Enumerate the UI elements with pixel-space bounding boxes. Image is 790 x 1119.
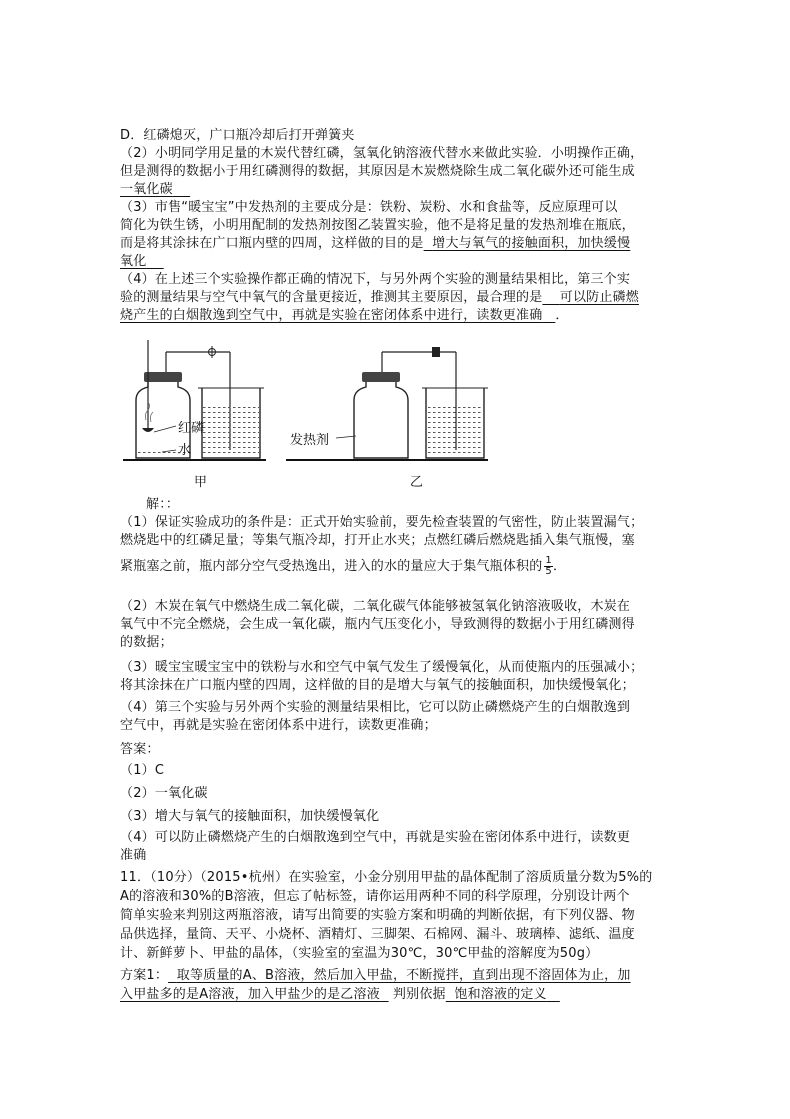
solution-4-line-1: （4）第三个实验与另外两个实验的测量结果相比，它可以防止磷燃烧产生的白烟散逸到 [120, 700, 631, 715]
caption-a: 甲 [194, 475, 208, 490]
label-phosphorus: 红磷 [178, 421, 205, 436]
question-2-line-2: 但是测得的数据小于用红磷测得的数据，其原因是木炭燃烧除生成二氧化碳外还可能生成 [120, 164, 635, 179]
question-3-line-2: 简化为铁生锈，小明用配制的发热剂按图乙装置实验，他不是将足量的发热剂堆在瓶底， [120, 218, 635, 233]
question-4-line-1: （4）在上述三个实验操作都正确的情况下，与另外两个实验的测量结果相比，第三个实 [120, 272, 631, 287]
question-4-line-2: 验的测量结果与空气中氧气的含量更接近，推测其主要原因，最合理的是 可以防止磷燃 [120, 290, 639, 305]
solution-1-line-2: 燃烧匙中的红磷足量；等集气瓶冷却，打开止水夹；点燃红磷后燃烧匙插入集气瓶慢，塞 [120, 533, 635, 548]
question-11-line-3: 简单实验来判别这两瓶溶液，请写出简要的实验方案和明确的判断依据，有下列仪器、物 [120, 908, 635, 923]
scheme-1-line-2: 入甲盐多的是A溶液，加入甲盐少的是乙溶液 判别依据 饱和溶液的定义 [120, 987, 547, 1002]
scheme-1-line-1: 方案1： 取等质量的A、B溶液，然后加入甲盐，不断搅拌，直到出现不溶固体为止，加 [120, 968, 631, 983]
solution-1-line-1: （1）保证实验成功的条件是：正式开始实验前，要先检查装置的气密性，防止装置漏气； [120, 515, 644, 530]
option-d: D．红磷熄灭，广口瓶冷却后打开弹簧夹 [120, 128, 355, 143]
question-4-line-3: 烧产生的白烟散逸到空气中，再就是实验在密闭体系中进行，读数更准确 ． [120, 308, 569, 323]
answer-1: （1）C [120, 763, 165, 778]
solution-4-line-2: 空气中，再就是实验在密闭体系中进行，读数更准确； [120, 718, 437, 733]
answer-heading: 答案： [120, 742, 160, 757]
question-11-line-5: 计、新鲜萝卜、甲盐的晶体，（实验室的室温为30℃，30℃甲盐的溶解度为50g） [120, 946, 599, 961]
question-3-answer-end: 氧化 [120, 254, 147, 269]
caption-b: 乙 [410, 475, 424, 490]
fraction-one-fifth: $\frac{1}{5}$ [545, 555, 552, 577]
solution-3-line-1: （3）暖宝宝暖宝宝中的铁粉与水和空气中氧气发生了缓慢氧化，从而使瓶内的压强减小； [120, 660, 644, 675]
question-3-line-3: 而是将其涂抹在广口瓶内壁的四周，这样做的目的是 增大与氧气的接触面积，加快缓慢 [120, 236, 631, 251]
solution-3-line-2: 将其涂抹在广口瓶内壁的四周，这样做的目的是增大与氧气的接触面积，加快缓慢氧化； [120, 678, 635, 693]
answer-4-line-1: （4）可以防止磷燃烧产生的白烟散逸到空气中，再就是实验在密闭体系中进行，读数更 [120, 830, 631, 845]
apparatus-figure [118, 330, 498, 492]
apparatus-b [286, 347, 488, 490]
solution-heading: 解：： [146, 497, 180, 512]
answer-3: （3）增大与氧气的接触面积，加快缓慢氧化 [120, 809, 380, 824]
label-heater: 发热剂 [290, 433, 330, 448]
question-2-answer: 一氧化碳 [120, 182, 173, 197]
solution-1-line-3: 紧瓶塞之前，瓶内部分空气受热逸出，进入的水的量应大于集气瓶体积的 $\frac{1}{5}$ ． [120, 555, 567, 577]
label-water: 水 [178, 443, 192, 458]
answer-2: （2）一氧化碳 [120, 786, 208, 801]
solution-2-line-1: （2）木炭在氧气中燃烧生成二氧化碳，二氧化碳气体能够被氢氧化钠溶液吸收，木炭在 [120, 599, 631, 614]
question-11-line-2: A的溶液和30%的B溶液，但忘了帖标签，请你运用两种不同的科学原理，分别设计两个 [120, 889, 630, 904]
question-3-line-1: （3）市售“暖宝宝”中发热剂的主要成分是：铁粉、炭粉、水和食盐等，反应原理可以 [120, 200, 618, 215]
question-2-line-1: （2）小明同学用足量的木炭代替红磷，氢氧化钠溶液代替水来做此实验．小明操作正确， [120, 146, 644, 161]
solution-2-line-3: 的数据； [120, 635, 173, 650]
answer-4-line-2: 准确 [120, 848, 147, 863]
question-11-line-1: 11．（10分）（2015•杭州）在实验室，小金分别用甲盐的晶体配制了溶质质量分数为5%的 [120, 870, 653, 885]
question-11-line-4: 品供选择，量筒、天平、小烧杯、酒精灯、三脚架、石棉网、漏斗、玻璃棒、滤纸、温度 [120, 927, 635, 942]
apparatus-a [123, 340, 266, 490]
solution-2-line-2: 氧气中不完全燃烧，会生成一氧化碳，瓶内气压变化小，导致测得的数据小于用红磷测得 [120, 617, 635, 632]
